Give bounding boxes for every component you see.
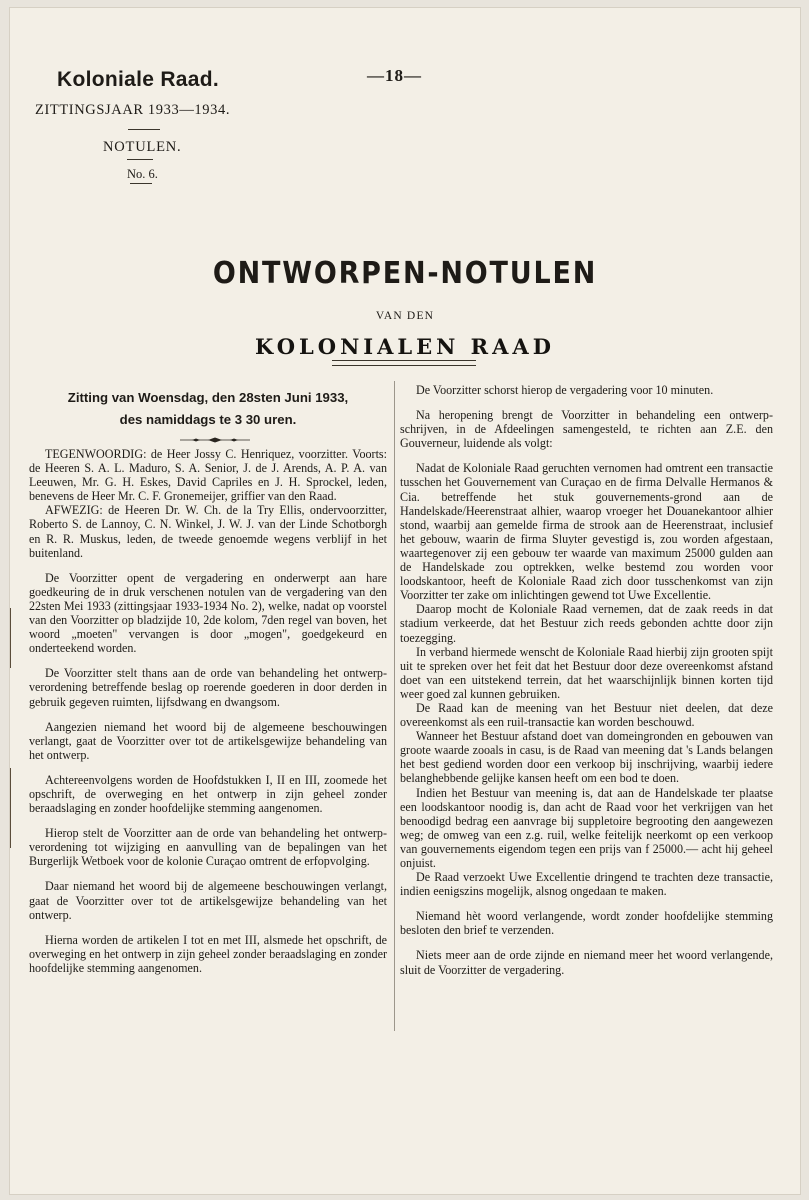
session-year: ZITTINGSJAAR 1933—1934. [35,102,231,118]
ornament-divider [180,437,250,443]
session-line-1: Zitting van Woensdag, den 28sten Juni 1933, [67,390,349,405]
paragraph: Achtereenvolgens worden de Hoofdstukken I, II en III, zoomede het opschrift, de overweging en het ontwerp in zijn geheel zonder beraadslaging en zonder hoofdelijke stemming aangenomen. [29,772,387,816]
page-number: —18— [367,66,422,85]
paragraph-absent: AFWEZIG: de Heeren Dr. W. Ch. de la Try Ellis, ondervoorzitter, Roberto S. de Lannoy, C. N. Winkel, J. W. J. van der Linde Schotborgh en R. R. Muskus, leden, de tweede genoemde wegens verblijf in het buitenland. [29,503,387,560]
double-rule [332,360,476,366]
paragraph: Hierna worden de artikelen I tot en met III, alsmede het opschrift, de overweging en het ontwerp in zijn geheel zonder beraadslaging en zonder hoofdelijke stemming aangenomen. [29,932,387,975]
publication-title: Koloniale Raad. [57,68,220,91]
van-den-label: VAN DEN [375,310,435,322]
paragraph: Niets meer aan de orde zijnde en niemand meer het woord verlangende, sluit de Voorzitter de vergadering. [400,948,773,977]
letter-paragraph: De Raad verzoekt Uwe Excellentie dringend te trachten deze transactie, indien eenigszins mogelijk, alsnog ongedaan te maken. [400,870,773,899]
letter-paragraph: Nadat de Koloniale Raad geruchten vernomen had omtrent een transactie tusschen het Gouvernement van Curaçao en de firma Delvalle Hermanos & Cia. betreffende het stuk gouvernements-grond aan de Handelskade/Heerenstraat alhier, waarop vroeger het Douanekantoor alhier stond, waarbij aan gemelde firma de strook aan de Heerenstraat, inclusief het gebouw, waarin de firma Sluyter gevestigd is, zou worden afgestaan, waartegenover zij een gebouw ter waarde van maximum 25000 gulden aan de Handelskade zou optrekken, welke bestemd zou worden voor loodskantoor, heeft de Koloniale Raad zich door tusschenkomst van zijn Voorzitter ter zake om inlichtingen gewend tot Uwe Excellentie. [400,461,773,603]
paragraph-present: TEGENWOORDIG: de Heer Jossy C. Henriquez, voorzitter. Voorts: de Heeren S. A. L. Maduro, S. A. Senior, J. de J. Arends, A. P. A. van Leeuwen, Mr. G. H. Eskes, David Capriles en J. H. Sprockel, leden, benevens de Heer Mr. C. F. Gronemeijer, griffier van den Raad. [29,447,387,504]
left-column [29,447,387,986]
right-column [400,383,773,988]
letter-paragraph: Indien het Bestuur van meening is, dat aan de Handelskade ter plaatse een loodskantoor noodig is, dan acht de Raad voor het verkrijgen van het benoodigd bedrag een aanvrage bij suppletoire begrooting den aangewezen weg; de omweg van een z.g. ruil, welke feitelijk neerkomt op een verkoop van gouvernements eigendom tegen een prijs van f 25000.— acht hij geheel onjuist. [400,785,773,870]
short-rule [127,159,153,160]
short-rule [130,183,152,184]
body-name-blackletter: KOLONIALEN RAAD [255,334,555,359]
binding-mark [10,608,11,668]
letter-paragraph: Wanneer het Bestuur afstand doet van domeingronden en gebouwen van groote waarde zooals in casu, is de Raad van meening dat 's Lands belangen het best gediend worden door een verkoop bij inschrijving, waarbij iedere belanghebbende gelijke kansen heeft om een bod te doen. [400,729,773,786]
column-divider [394,381,395,1031]
main-title: ONTWORPEN-NOTULEN [212,256,598,291]
notulen-label: NOTULEN. [103,139,182,155]
paragraph: De Voorzitter stelt thans aan de orde van behandeling het ontwerp-verordening betreffende beslag op roerende goederen in door derden in gebruik gegeven ruimten, lijfsdwang en dwangsom. [29,666,387,709]
session-heading [29,387,387,431]
session-line-2: des namiddags te 3 30 uren. [119,412,297,427]
document-page [10,8,800,1194]
letter-paragraph: Daarop mocht de Koloniale Raad vernemen, dat de zaak reeds in dat stadium verkeerde, dat het Bestuur zich reeds gebonden achtte door zijn toezegging. [400,602,773,645]
paragraph: Niemand hèt woord verlangende, wordt zonder hoofdelijke stemming besloten den brief te verzenden. [400,909,773,938]
issue-number: No. 6. [127,167,158,181]
binding-mark [10,768,11,848]
letter-paragraph: In verband hiermede wenscht de Koloniale Raad hierbij zijn grooten spijt uit te spreken over het feit dat het Bestuur door deze overeenkomst afstand doet van een uitstekend terrein, dat het waarschijnlijk binnen korten tijd weer goed zal kunnen gebruiken. [400,644,773,701]
short-rule [128,129,160,130]
paragraph: Hierop stelt de Voorzitter aan de orde van behandeling het ontwerp-verordening tot wijziging en aanvulling van de bepalingen van het Burgerlijk Wetboek voor de kolonie Curaçao omtrent de erfopvolging. [29,826,387,869]
letter-paragraph: De Raad kan de meening van het Bestuur niet deelen, dat deze overeenkomst als een ruil-transactie kan worden beschouwd. [400,700,773,730]
paragraph: Na heropening brengt de Voorzitter in behandeling een ontwerp-schrijven, in de Afdeelingen samengesteld, te richten aan Z.E. den Gouverneur, luidende als volgt: [400,408,773,451]
paragraph: Daar niemand het woord bij de algemeene beschouwingen verlangt, gaat de Voorzitter over tot de artikelsgewijze behandeling van het ontwerp. [29,879,387,922]
paragraph: De Voorzitter schorst hierop de vergadering voor 10 minuten. [416,383,714,397]
paragraph: Aangezien niemand het woord bij de algemeene beschouwingen verlangt, gaat de Voorzitter over tot de artikelsgewijze behandeling van het ontwerp. [29,719,387,762]
paragraph: De Voorzitter opent de vergadering en onderwerpt aan hare goedkeuring de in druk verschenen notulen van de vergadering van den 22sten Mei 1933 (zittingsjaar 1933-1934 No. 2), welke, nadat op voorstel van den Voorzitter op bladzijde 10, 2de kolom, 7den regel van boven, het woord „moeten" vervangen is door „mogen", goedgekeurd en onderteekend worden. [29,570,387,656]
